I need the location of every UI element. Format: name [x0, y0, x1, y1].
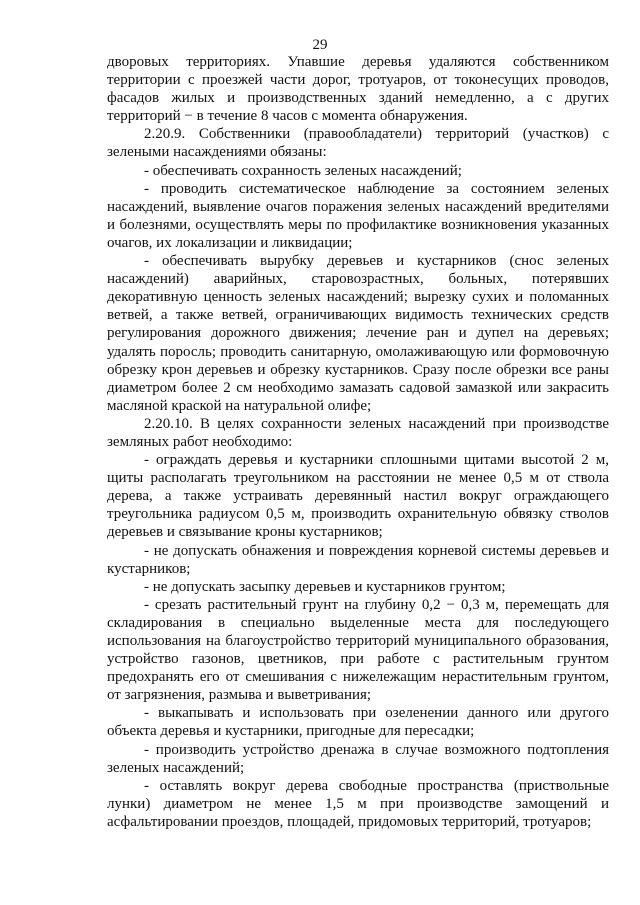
- list-item: - обеспечивать сохранность зеленых насаждений;: [144, 162, 462, 179]
- list-item: - не допускать обнажения и повреждения корневой системы деревьев и кустарников;: [107, 542, 609, 577]
- list-item: - оставлять вокруг дерева свободные пространства (приствольные лунки) диаметром не менее 1,5 м при производстве замощений и асфальтировании проездов, площадей, придомовых территорий, тротуаров;: [107, 777, 609, 830]
- list-item: - срезать растительный грунт на глубину 0,2 − 0,3 м, перемещать для складирования в специально выделенные места для последующего использования на благоустройство территорий муниципального образования, устройство газонов, цветников, при работе с растительным грунтом предохранять его от смешивания с нижележащим нерастительным грунтом, от загрязнения, размыва и выветривания;: [107, 596, 609, 704]
- document-body: [107, 53, 609, 831]
- paragraph-clause-2-20-9: 2.20.9. Собственники (правообладатели) территорий (участков) с зелеными насаждениями обязаны:: [107, 126, 609, 161]
- list-item: - ограждать деревья и кустарники сплошными щитами высотой 2 м, щиты располагать треугольником на расстоянии не менее 0,5 м от ствола дерева, а также устраивать деревянный настил вокруг ограждающего треугольника радиусом 0,5 м, производить охранительную обвязку стволов деревьев и связывание кроны кустарников;: [107, 452, 609, 541]
- list-item: - производить устройство дренажа в случае возможного подтопления зеленых насаждений;: [107, 741, 609, 776]
- list-item: - обеспечивать вырубку деревьев и кустарников (снос зеленых насаждений) аварийных, старовозрастных, больных, потерявших декоративную ценность зеленых насаждений; вырезку сухих и поломанных ветвей, а также ветвей, ограничивающих видимость технических средств регулирования дорожного движения; лечение ран и дупел на деревьях; удалять поросль; проводить санитарную, омолаживающую или формовочную обрезку крон деревьев и обрезку кустарников. Сразу после обрезки все раны диаметром более 2 см необходимо замазать садовой замазкой или закрасить масляной краской на натуральной олифе;: [107, 253, 609, 414]
- paragraph-clause-2-20-10: 2.20.10. В целях сохранности зеленых насаждений при производстве земляных работ необходимо:: [107, 415, 609, 450]
- list-item: - проводить систематическое наблюдение за состоянием зеленых насаждений, выявление очагов поражения зеленых насаждений вредителями и болезнями, осуществлять меры по профилактике возникновения указанных очагов, их локализации и ликвидации;: [107, 180, 609, 251]
- paragraph-continuation: дворовых территориях. Упавшие деревья удаляются собственником территории с проезжей части дорог, тротуаров, от токонесущих проводов, фасадов жилых и производственных зданий немедленно, а с других территорий − в течение 8 часов с момента обнаружения.: [107, 54, 609, 125]
- page-number: 29: [312, 37, 328, 53]
- list-item: - не допускать засыпку деревьев и кустарников грунтом;: [144, 578, 506, 595]
- list-item: - выкапывать и использовать при озеленении данного или другого объекта деревья и кустарники, пригодные для пересадки;: [107, 705, 609, 740]
